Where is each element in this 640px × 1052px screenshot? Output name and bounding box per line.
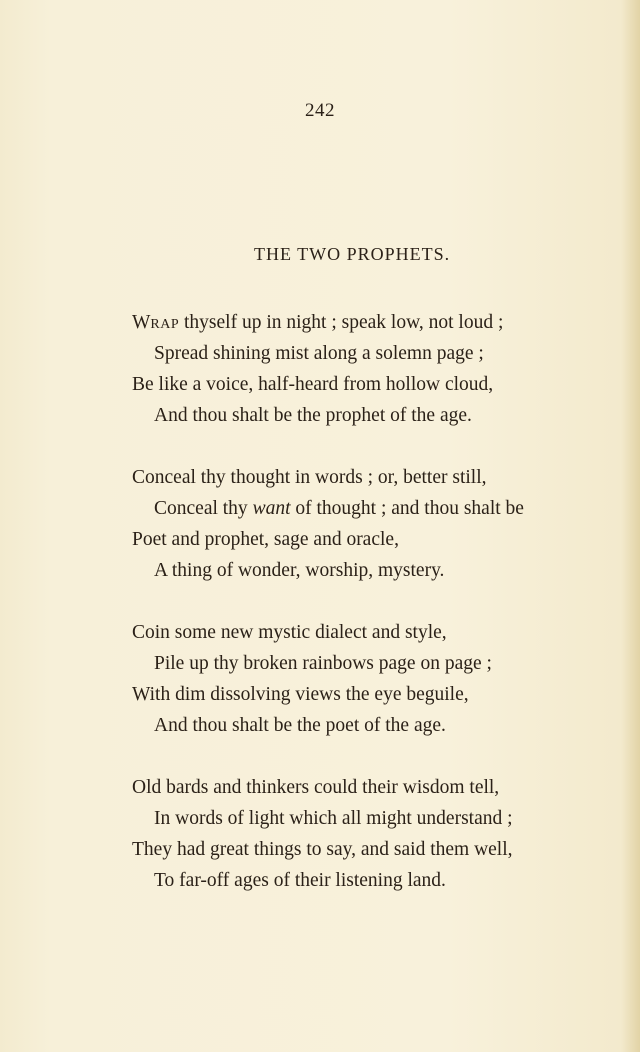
stanza: [0, 307, 640, 431]
poem-line-text: of thought ; and thou shalt be: [290, 498, 524, 519]
poem-line: Conceal thy thought in words ; or, better still,: [132, 467, 487, 488]
poem-line: Pile up thy broken rainbows page on page ;: [154, 653, 492, 674]
small-caps-rest: RAP: [150, 317, 180, 332]
poem-line: With dim dissolving views the eye beguile,: [132, 684, 469, 705]
poem-line-text: thyself up in night ; speak low, not loud ;: [179, 312, 504, 333]
poem-line: Coin some new mystic dialect and style,: [132, 622, 447, 643]
poem-line-text: Conceal thy: [154, 498, 253, 519]
page-number: 242: [305, 100, 335, 121]
poem-line: And thou shalt be the poet of the age.: [154, 715, 446, 736]
stanza: [0, 772, 640, 896]
poem-line: In words of light which all might understand ;: [154, 808, 513, 829]
poem-line: A thing of wonder, worship, mystery.: [154, 560, 445, 581]
small-caps-initial: W: [132, 312, 151, 333]
italic-word: want: [252, 498, 291, 519]
poem-line: Be like a voice, half-heard from hollow cloud,: [132, 374, 494, 395]
poem-line: [0, 493, 640, 524]
poem-line: To far-off ages of their listening land.: [154, 870, 446, 891]
poem-line: And thou shalt be the prophet of the age.: [154, 405, 472, 426]
stanza: [0, 462, 640, 586]
poem-line: Poet and prophet, sage and oracle,: [132, 529, 399, 550]
poem-line: Old bards and thinkers could their wisdom tell,: [132, 777, 500, 798]
stanza: [0, 617, 640, 741]
poem-title: THE TWO PROPHETS.: [254, 244, 451, 264]
poem-line: They had great things to say, and said them well,: [132, 839, 513, 860]
poem-line: Spread shining mist along a solemn page ;: [154, 343, 484, 364]
poem-line: [0, 307, 640, 338]
poem-body: [0, 307, 640, 927]
